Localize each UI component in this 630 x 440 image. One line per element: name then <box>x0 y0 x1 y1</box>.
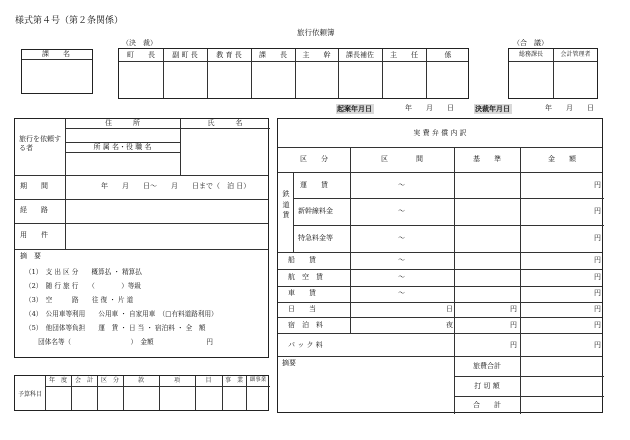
approval-superintendent: 教 育 長 <box>216 51 242 59</box>
shinkansen-section-tilde[interactable]: ～ <box>398 207 405 215</box>
note-accompanied-trip[interactable]: （2） 随 行 旅 行 （ ）等級 <box>25 282 141 290</box>
row-air: 航 空 賃 <box>288 273 323 281</box>
grand-total-label: 合 計 <box>473 401 501 409</box>
route-label: 経 路 <box>20 206 48 214</box>
approval-deputy-mayor: 副 町 長 <box>172 51 198 59</box>
ship-yen: 円 <box>594 256 601 264</box>
express-section-tilde[interactable]: ～ <box>398 234 405 242</box>
approval-grid <box>118 48 469 99</box>
grand-total-field[interactable] <box>522 398 602 412</box>
budget-col-moku: 目 <box>205 377 212 384</box>
address-header: 住 所 <box>105 119 140 127</box>
package-standard-yen: 円 <box>510 341 517 349</box>
row-package: パ ッ ク 料 <box>288 341 323 349</box>
row-ship: 船 賃 <box>288 256 316 264</box>
budget-col-kan: 款 <box>137 377 144 384</box>
approval-assistant-chief: 課長補佐 <box>346 51 374 59</box>
period-label: 期 間 <box>20 182 48 190</box>
expense-title: 実 費 弁 償 内 訳 <box>413 129 467 137</box>
row-daily-allowance: 日 当 <box>288 305 316 313</box>
budget-col-category: 区 分 <box>100 377 119 384</box>
total-travel-field[interactable] <box>522 358 602 374</box>
budget-label: 予算科目 <box>17 391 42 398</box>
section-name-label: 課 名 <box>42 50 70 58</box>
budget-col-account: 会 計 <box>74 377 93 384</box>
note-vehicle-use[interactable]: （4） 公用車等利用 公用車 ・ 自家用車 （□有料道路利用） <box>25 310 218 318</box>
route-field[interactable] <box>67 201 267 221</box>
start-date-label: 起案年月日 <box>337 104 372 113</box>
ship-section-tilde[interactable]: ～ <box>398 256 405 264</box>
budget-col-project: 事 業 <box>224 377 243 384</box>
expense-breakdown <box>277 118 603 413</box>
budget-col-subproject: 細事業 <box>249 377 267 383</box>
air-yen: 円 <box>594 273 601 281</box>
cutoff-amount-field[interactable] <box>522 378 602 394</box>
package-yen: 円 <box>594 341 601 349</box>
decision-date-value[interactable]: 年 月 日 <box>545 104 594 112</box>
daily-standard-yen: 円 <box>510 305 517 313</box>
approval-chief-clerk: 主 任 <box>390 51 418 59</box>
total-travel-label: 旅費合計 <box>473 362 501 370</box>
daily-yen: 円 <box>594 305 601 313</box>
row-fare: 運 賃 <box>300 181 328 189</box>
fare-yen: 円 <box>594 181 601 189</box>
council-accountant: 会計管理者 <box>560 51 591 58</box>
expense-notes-title: 摘要 <box>282 359 296 367</box>
approval-section-chief: 課 長 <box>259 51 287 59</box>
council-grid <box>508 48 598 99</box>
affiliation-label: 所 属 名・役 職 名 <box>93 143 152 151</box>
col-header-standard: 基 準 <box>473 155 501 163</box>
air-section-tilde[interactable]: ～ <box>398 273 405 281</box>
daily-unit: 日 <box>446 305 453 313</box>
section-stamp-box[interactable] <box>21 49 93 94</box>
col-header-category: 区 分 <box>300 155 328 163</box>
page-title: 旅行依頼簿 <box>297 28 335 37</box>
express-yen: 円 <box>594 234 601 242</box>
decision-date-label: 決裁年月日 <box>475 104 510 113</box>
shinkansen-yen: 円 <box>594 207 601 215</box>
start-date-value[interactable]: 年 月 日 <box>405 104 454 112</box>
railway-label: 鉄道賃 <box>282 190 290 219</box>
budget-col-year: 年 度 <box>48 377 67 384</box>
approval-staff: 係 <box>444 51 452 59</box>
lodging-standard-yen: 円 <box>510 321 517 329</box>
address-field[interactable] <box>66 130 178 141</box>
lodging-yen: 円 <box>594 321 601 329</box>
budget-col-kou: 項 <box>173 377 180 384</box>
requester-label: 旅行を依頼する者 <box>19 135 61 152</box>
kessai-label: （決 裁） <box>122 39 157 47</box>
form-number: 様式第４号（第２条関係） <box>15 16 124 26</box>
purpose-field[interactable] <box>67 225 267 247</box>
notes-title: 摘 要 <box>20 252 41 260</box>
purpose-label: 用 件 <box>20 231 48 239</box>
car-section-tilde[interactable]: ～ <box>398 289 405 297</box>
lodging-unit: 夜 <box>446 321 453 329</box>
car-yen: 円 <box>594 289 601 297</box>
note-other-organization[interactable]: （5） 他団体等負担 運 賃 ・ 日 当 ・ 宿泊料 ・ 全 額 <box>25 324 206 332</box>
approval-mayor: 町 長 <box>127 51 155 59</box>
affiliation-field[interactable] <box>66 154 178 174</box>
fare-section-tilde[interactable]: ～ <box>398 181 405 189</box>
col-header-section: 区 間 <box>381 155 423 163</box>
request-form <box>14 118 269 358</box>
col-header-amount: 金 額 <box>548 155 576 163</box>
note-organization-name[interactable]: 団体名等（ ） 金額 円 <box>25 338 213 346</box>
note-air-route[interactable]: （3） 空 路 往 復 ・ 片 道 <box>25 296 134 304</box>
expense-notes-field[interactable] <box>282 369 450 411</box>
note-payment-type[interactable]: （1） 支 出 区 分 概算払 ・ 精算払 <box>25 268 142 276</box>
cutoff-amount-label: 打 切 額 <box>474 382 500 390</box>
row-lodging: 宿 泊 料 <box>288 321 323 329</box>
row-car: 車 賃 <box>288 289 316 297</box>
name-field[interactable] <box>182 130 268 174</box>
approval-director: 主 幹 <box>302 51 331 59</box>
name-header: 氏 名 <box>207 119 243 127</box>
gougi-label: （合 議） <box>513 39 548 47</box>
period-value[interactable]: 年 月 日～ 月 日まで（ 泊 日） <box>101 182 251 190</box>
row-express: 特急料金等 <box>298 234 333 242</box>
budget-table <box>14 375 269 411</box>
council-general-affairs: 総務課長 <box>518 51 543 58</box>
row-shinkansen: 新幹線料金 <box>298 207 333 215</box>
